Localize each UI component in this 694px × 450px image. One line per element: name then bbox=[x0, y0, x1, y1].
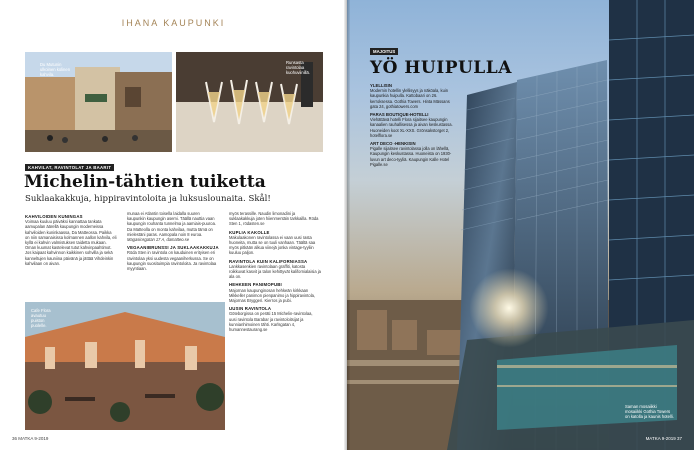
column-text: Röda Sten in ravintola on kauduinen erityisen eri ravintolaa yksi uudesta vegaaniherkussa. Se on kaupungin suosituimpia ravintoloita. Ja ravintolaa myyntiaan. bbox=[127, 250, 217, 272]
accommodation-tag: MAJOITUS bbox=[370, 48, 398, 55]
column-text: Makulaakonen ravintolassa ei vaan uusi rasta huoneita, mutta se on tuuli vanhaan. Täältä saa myös pitkään alkua viinejä jonka vintage-tyyliin kuuluu paljon. bbox=[229, 234, 316, 256]
column-text: Jos kaipaat kahvinnon kaikkinen sohvilla ja sekä kanneltujen kauniina päivänä ja jättää Vihdeinkin kahvilaan on aivan. bbox=[25, 250, 114, 266]
column-heading: RAVINTOLA KUIN KALIFORNIASSA bbox=[229, 258, 308, 264]
column-heading: KUPLIA KAKOLLE bbox=[229, 229, 270, 235]
entry-text: Viehättävä hotelli Flora sijaitsee kaupungin kanaalien rauhallisessa ja aivan keskustassa. Huoneiden koot XL-XXS. Grönsakstorget 2, hotelflora.se bbox=[370, 117, 453, 138]
bar-caption: Cafe Flora avautuu puiston puolelle. bbox=[31, 308, 51, 328]
column-text: myös terassille. Naudin limonadini ja suklaakakkuja joten hiienmentäin tarkkailla. Röda Sten 1, rödasten.se bbox=[229, 211, 319, 227]
spine-gutter bbox=[344, 0, 350, 450]
column-text: Göteborgissa on peräti 15 Michelin-ravintolaa, uusi ravintola Barabar ja ravintoloitsijat ja kunnianhimoinen tähti. Karlsgatan 4, humannestaurang.se bbox=[229, 311, 313, 333]
article-title: Michelin-tähtien tuiketta bbox=[24, 172, 266, 192]
column-text: Magasinsgatan 17 A, damatteo.se bbox=[127, 237, 189, 243]
column-heading: HEHKEEN PANIMOPUBI bbox=[229, 282, 282, 288]
entry-heading: ART DECO -HENKISIN bbox=[370, 141, 416, 147]
champagne-photo bbox=[176, 52, 323, 152]
cafe-photo bbox=[25, 52, 172, 152]
bar-photo bbox=[25, 302, 225, 430]
column-text: Voimaa kuuluu päiväksi kannattaa tankata aamupalan äärellä kaupungin moderneissa kahviloiden kuninkaassa, Da Matteossa. Paikka on niin samanaisissa kolmannen aallon kahvila, eli kyllä ei kahvin valmistuksen taidetta mukaan. Oman kuumat kastelevat tutut kahvinpaahtimot. bbox=[25, 219, 117, 251]
sun-glare bbox=[469, 268, 549, 348]
column-heading: VEGAANIBRUNSSI JA SUKLAAKAKKUJA bbox=[127, 245, 219, 251]
column-heading: KAHVILOIDEN KUNINGAS bbox=[25, 214, 83, 219]
page-number-left: 36 MATKA 9-2019 bbox=[12, 436, 49, 441]
accommodation-column bbox=[370, 80, 458, 167]
entry-heading: PARAS BOUTIQUE-HOTELLI bbox=[370, 112, 429, 118]
column-text: Lankkasenkien ravintolaan graffiti, katosta roikkuvat kasvit ja talon kehittyvät kalifornialaisia ja ala on. bbox=[229, 263, 321, 280]
column-text: Majornan kaupunginosan hehkeän kirkkaan Mikkeller panimon pienpanimo ja hippiravintola, Majornas Bryggeri. Kierros ja pubi. bbox=[229, 287, 316, 304]
column-text: munaa ei Atlantin toisella laidalla suuren kaupunkin kaupungin asemi. Täällä nauttia vaan kaupungin rouhanta tunnelma ja aamiais-puuroa. Da Matteolla on monta kahvilaa, mutta tämä on mielestäni paras. Aamopala noin 8 euroa. bbox=[127, 211, 216, 237]
article-subtitle: Suklaakakkuja, hippiravintoloita ja luksuslounaita. Skål! bbox=[25, 194, 271, 204]
text-column-3 bbox=[229, 211, 321, 332]
right-photo-caption: Saman mosaiikki mosaiikki Gothia Towers on katolla ja kaunis hotelli. bbox=[625, 404, 674, 419]
text-column-2 bbox=[127, 211, 219, 271]
champagne-caption: Runsasta ravintolaa kuohuviinillä. bbox=[286, 60, 310, 75]
text-column-1 bbox=[25, 211, 117, 266]
entry-heading: YLELLISIN bbox=[370, 83, 392, 88]
accommodation-title: YÖ HUIPULLA bbox=[370, 58, 512, 78]
column-heading: UUSIN RAVINTOLA bbox=[229, 306, 272, 312]
cafe-caption: Du Mutunin ulkoinen kolinen kahvila. bbox=[40, 62, 71, 77]
section-tag: KAHVILAT, RAVINTOLAT JA BAARIT bbox=[25, 164, 114, 171]
entry-text: Pigalle sijaitsee ravintolassa jolla on lähellä, Kaupungin keskustassa. Huoneista on 1930-luvun art deco-tyyliä. Kaupungin Kalle Hotel Pigalle.se bbox=[370, 146, 452, 167]
section-header: IHANA KAUPUNKI bbox=[121, 18, 226, 28]
bar-illustration bbox=[25, 302, 225, 430]
page-number-right: MATKA 9-2019 37 bbox=[645, 436, 682, 441]
entry-text: Modernin hotellin ylellisyys ja näköala, kuin kaupunkia huipulla. Kattobaari on 26. kerroksessa. Gothia Towers. Hinta Mässans gata 24, gothiatowers.com bbox=[370, 88, 450, 109]
